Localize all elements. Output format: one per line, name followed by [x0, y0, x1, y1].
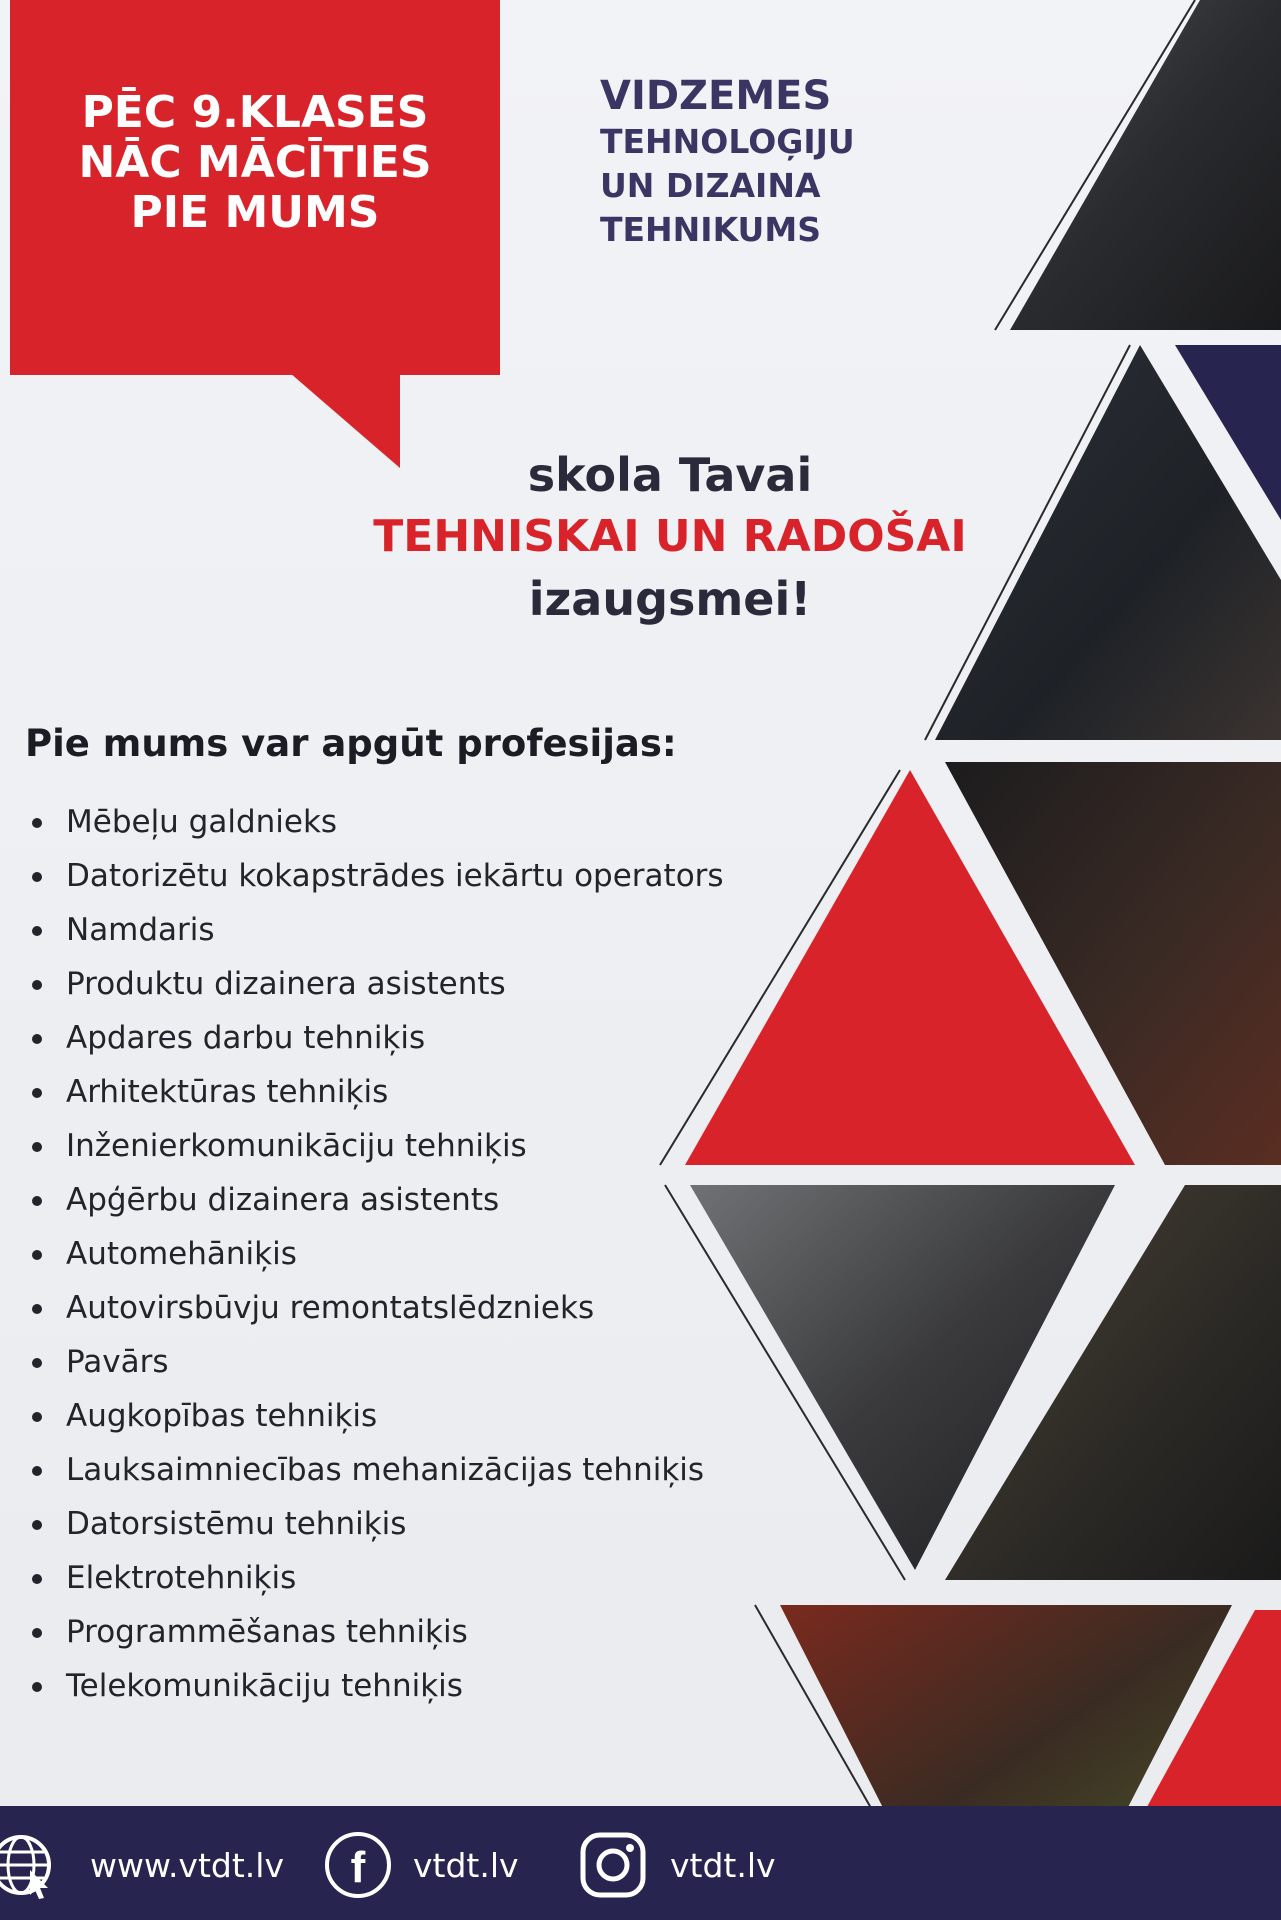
instagram-link[interactable]	[578, 1830, 776, 1900]
slogan-line-3: izaugsmei!	[528, 572, 812, 626]
list-item: Apģērbu dizainera asistents	[30, 1173, 724, 1227]
photo-triangle-weaving	[1010, 0, 1281, 330]
list-item: Inženierkomunikāciju tehniķis	[30, 1119, 724, 1173]
bubble-line-3: PIE MUMS	[130, 187, 380, 238]
list-item: Datorizētu kokapstrādes iekārtu operators	[30, 849, 724, 903]
list-item: Pavārs	[30, 1335, 724, 1389]
website-text: www.vtdt.lv	[90, 1845, 284, 1885]
instagram-icon	[578, 1830, 648, 1900]
list-item: Mēbeļu galdnieks	[30, 795, 724, 849]
website-link[interactable]	[0, 1830, 284, 1900]
facebook-icon: f	[325, 1832, 391, 1898]
list-item: Lauksaimniecības mehanizācijas tehniķis	[30, 1443, 724, 1497]
globe-icon	[0, 1830, 56, 1900]
school-line-2: TEHNOLOĢIJU	[600, 122, 855, 161]
list-item: Automehāniķis	[30, 1227, 724, 1281]
list-item: Arhitektūras tehniķis	[30, 1065, 724, 1119]
list-item: Produktu dizainera asistents	[30, 957, 724, 1011]
school-line-3: UN DIZAINA	[600, 166, 821, 205]
list-item: Programmēšanas tehniķis	[30, 1605, 724, 1659]
list-item: Telekomunikāciju tehniķis	[30, 1659, 724, 1713]
list-item: Apdares darbu tehniķis	[30, 1011, 724, 1065]
list-item: Namdaris	[30, 903, 724, 957]
bubble-line-1: PĒC 9.KLASES	[81, 87, 429, 138]
list-item: Datorsistēmu tehniķis	[30, 1497, 724, 1551]
instagram-text: vtdt.lv	[670, 1845, 776, 1885]
list-item: Augkopības tehniķis	[30, 1389, 724, 1443]
school-line-1: VIDZEMES	[600, 73, 832, 119]
slogan-line-1: skola Tavai	[527, 448, 813, 502]
professions-list	[30, 795, 724, 1713]
slogan-line-2: TEHNISKAI UN RADOŠAI	[373, 511, 967, 562]
professions-heading: Pie mums var apgūt profesijas:	[25, 722, 677, 765]
bubble-line-2: NĀC MĀCĪTIES	[78, 137, 432, 188]
list-item: Autovirsbūvju remontatslēdznieks	[30, 1281, 724, 1335]
school-line-4: TEHNIKUMS	[600, 210, 821, 249]
facebook-text: vtdt.lv	[413, 1845, 519, 1885]
facebook-link[interactable]	[325, 1830, 519, 1900]
list-item: Elektrotehniķis	[30, 1551, 724, 1605]
slogan	[330, 444, 1010, 630]
